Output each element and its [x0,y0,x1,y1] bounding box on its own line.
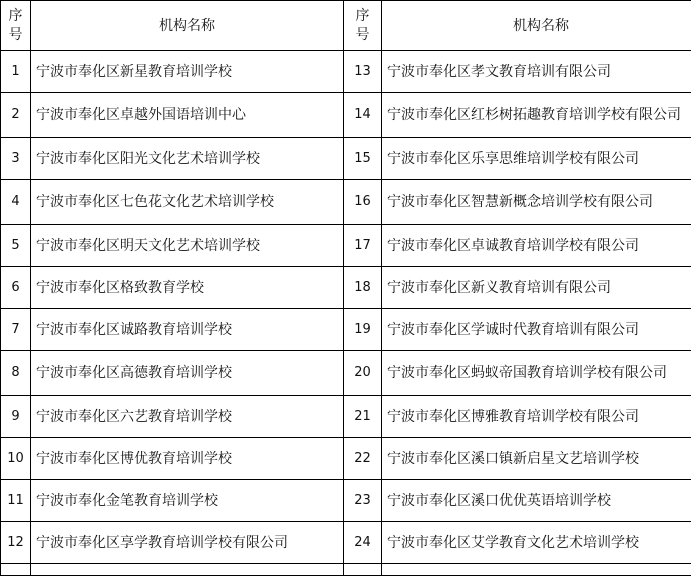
right-name: 宁波市奉化区卓诚教育培训学校有限公司 [382,225,691,267]
table-row [1,51,691,93]
left-name: 宁波市奉化区新星教育培训学校 [31,51,344,93]
name-header-right: 机构名称 [382,1,691,51]
left-seq: 2 [1,93,31,138]
left-seq: 10 [1,438,31,480]
left-name: 宁波市奉化区明天文化艺术培训学校 [31,225,344,267]
left-name: 宁波市奉化区高德教育培训学校 [31,351,344,396]
left-name: 宁波市奉化区阳光文化艺术培训学校 [31,138,344,180]
left-seq: 7 [1,309,31,351]
left-name: 宁波市奉化区享学教育培训学校有限公司 [31,522,344,564]
right-name: 宁波市奉化区艾学教育文化艺术培训学校 [382,522,691,564]
table-row [1,267,691,309]
table-row [1,480,691,522]
left-name: 宁波市奉化金笔教育培训学校 [31,480,344,522]
left-seq: 1 [1,51,31,93]
right-name: 宁波市奉化区新义教育培训有限公司 [382,267,691,309]
table-row [1,138,691,180]
right-name: 宁波市奉化区乐享思维培训学校有限公司 [382,138,691,180]
right-seq: 13 [344,51,382,93]
left-seq: 9 [1,396,31,438]
table-row [1,225,691,267]
left-seq: 11 [1,480,31,522]
left-name: 宁波市奉化区博优教育培训学校 [31,438,344,480]
empty-cell [31,564,344,576]
left-seq: 12 [1,522,31,564]
table-header-row [1,1,691,51]
right-seq: 17 [344,225,382,267]
right-name: 宁波市奉化区蚂蚁帝国教育培训学校有限公司 [382,351,691,396]
right-seq: 15 [344,138,382,180]
right-seq: 23 [344,480,382,522]
table-row [1,309,691,351]
left-name: 宁波市奉化区诚路教育培训学校 [31,309,344,351]
right-name: 宁波市奉化区溪口优优英语培训学校 [382,480,691,522]
right-name: 宁波市奉化区学诚时代教育培训有限公司 [382,309,691,351]
left-name: 宁波市奉化区七色花文化艺术培训学校 [31,180,344,225]
left-name: 宁波市奉化区六艺教育培训学校 [31,396,344,438]
table-row [1,438,691,480]
left-name: 宁波市奉化区卓越外国语培训中心 [31,93,344,138]
table-row [1,180,691,225]
table-row [1,351,691,396]
right-seq: 20 [344,351,382,396]
right-seq: 16 [344,180,382,225]
right-name: 宁波市奉化区溪口镇新启星文艺培训学校 [382,438,691,480]
empty-cell [382,564,691,576]
left-seq: 4 [1,180,31,225]
right-name: 宁波市奉化区孝文教育培训有限公司 [382,51,691,93]
left-name: 宁波市奉化区格致教育学校 [31,267,344,309]
table-row [1,522,691,564]
right-name: 宁波市奉化区博雅教育培训学校有限公司 [382,396,691,438]
right-seq: 22 [344,438,382,480]
empty-cell [344,564,382,576]
right-name: 宁波市奉化区红杉树拓趣教育培训学校有限公司 [382,93,691,138]
table-row-partial [1,564,691,576]
right-seq: 24 [344,522,382,564]
left-seq: 8 [1,351,31,396]
table-row [1,93,691,138]
name-header-left: 机构名称 [31,1,344,51]
right-seq: 21 [344,396,382,438]
right-name: 宁波市奉化区智慧新概念培训学校有限公司 [382,180,691,225]
right-seq: 14 [344,93,382,138]
seq-header-left: 序 号 [1,1,31,51]
left-seq: 3 [1,138,31,180]
right-seq: 19 [344,309,382,351]
left-seq: 5 [1,225,31,267]
left-seq: 6 [1,267,31,309]
empty-cell [1,564,31,576]
table-row [1,396,691,438]
right-seq: 18 [344,267,382,309]
seq-header-right: 序 号 [344,1,382,51]
